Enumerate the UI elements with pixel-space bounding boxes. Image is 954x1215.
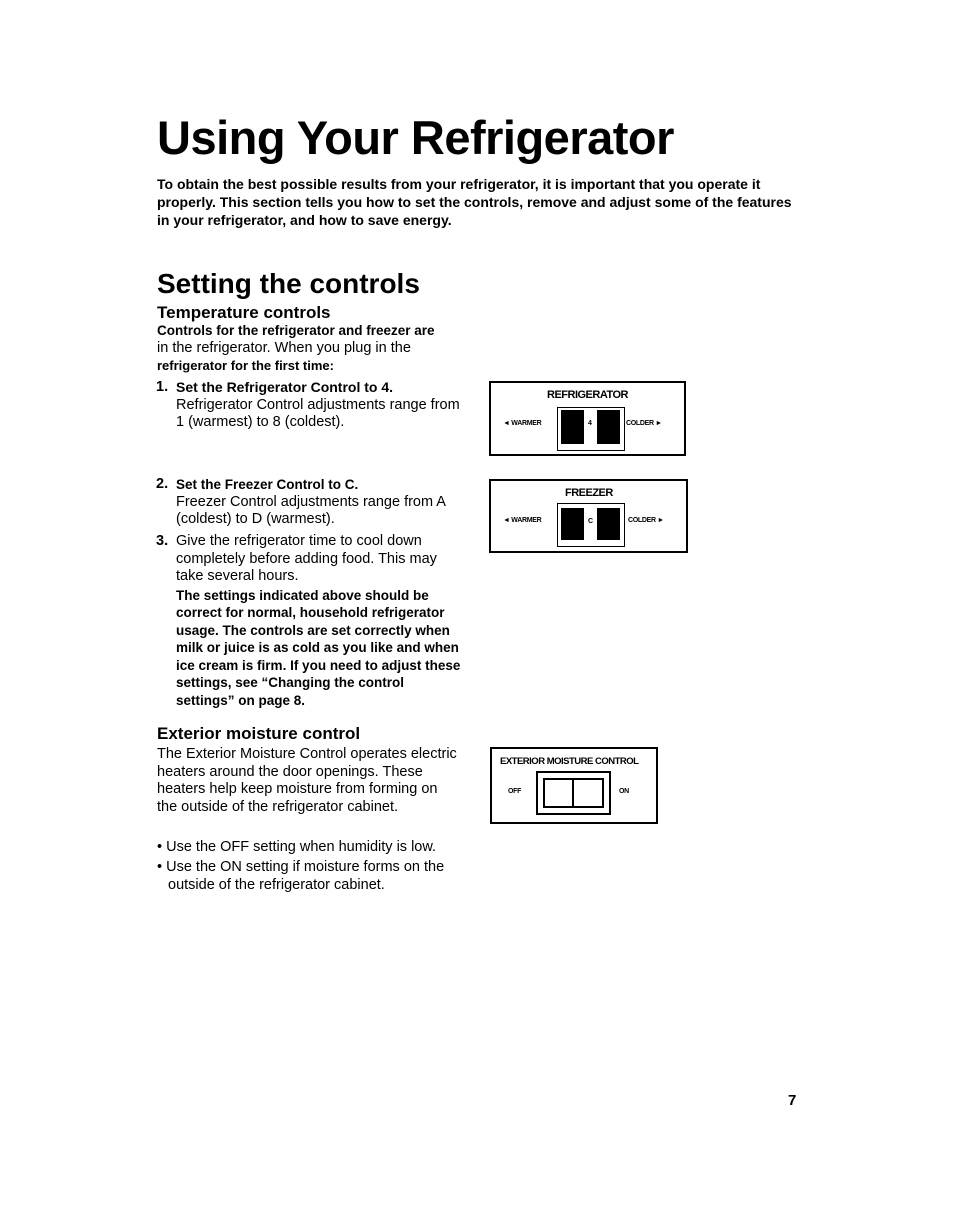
temperature-intro-line3: refrigerator for the first time: xyxy=(157,358,334,373)
freezer-dial-left xyxy=(561,508,584,540)
intro-paragraph: To obtain the best possible results from your refrigerator, it is important that you operate it properly. This section tells you how to set the controls, remove and adjust some of the features in your refrigerator, and how to save energy. xyxy=(157,176,792,228)
moisture-bullet-on: • Use the ON setting if moisture forms on the outside of the refrigerator cabinet. xyxy=(157,859,445,893)
step-3-text: Give the refrigerator time to cool down completely before adding food. This may take several hours. xyxy=(176,533,437,584)
step-2-text: Freezer Control adjustments range from A (coldest) to D (warmest). xyxy=(176,493,446,527)
step-2-title: Set the Freezer Control to C. xyxy=(176,477,359,492)
freezer-control-diagram xyxy=(489,479,688,553)
temperature-intro-line1: Controls for the refrigerator and freezer are xyxy=(157,323,435,338)
refrigerator-dial-right xyxy=(597,410,620,444)
freezer-setting: C xyxy=(588,518,593,525)
refrigerator-dial-left xyxy=(561,410,584,444)
freezer-warmer-label: ◄ WARMER xyxy=(503,517,542,524)
step-2-number: 2. xyxy=(156,476,169,492)
freezer-diagram-label: FREEZER xyxy=(565,487,613,499)
section-title: Setting the controls xyxy=(157,268,420,299)
freezer-colder-label: COLDER ► xyxy=(628,517,665,524)
step-3 xyxy=(156,533,466,709)
moisture-diagram-label: EXTERIOR MOISTURE CONTROL xyxy=(500,756,639,767)
moisture-bullet-off: • Use the OFF setting when humidity is low. xyxy=(157,839,437,855)
page-title: Using Your Refrigerator xyxy=(157,111,674,164)
moisture-switch-icon xyxy=(536,771,611,815)
step-1-title: Set the Refrigerator Control to 4. xyxy=(176,379,394,395)
moisture-control-diagram xyxy=(490,747,658,824)
moisture-on-label: ON xyxy=(619,788,629,795)
settings-note: The settings indicated above should be correct for normal, household refrigerator usage. The controls are set correctly when milk or juice is as cold as you like and when ice cream is firm. If you need to adjust these settings, see “Changing the control settings” on page 8. xyxy=(176,587,461,708)
moisture-text: The Exterior Moisture Control operates electric heaters around the door openings. These heaters help keep moisture from forming on the outside of the refrigerator cabinet. xyxy=(157,746,457,815)
refrigerator-diagram-label: REFRIGERATOR xyxy=(547,389,628,401)
page-number: 7 xyxy=(788,1092,797,1109)
temperature-controls-heading: Temperature controls xyxy=(157,303,331,322)
refrigerator-setting: 4 xyxy=(588,420,592,427)
step-1-text: Refrigerator Control adjustments range from 1 (warmest) to 8 (coldest). xyxy=(176,396,460,430)
step-3-number: 3. xyxy=(156,533,169,549)
step-1 xyxy=(156,379,466,432)
refrigerator-warmer-label: ◄ WARMER xyxy=(503,420,542,427)
moisture-off-label: OFF xyxy=(508,788,522,795)
freezer-dial-right xyxy=(597,508,620,540)
temperature-intro-line2: in the refrigerator. When you plug in the xyxy=(157,339,411,356)
refrigerator-colder-label: COLDER ► xyxy=(626,420,663,427)
temperature-intro xyxy=(157,322,467,375)
refrigerator-control-diagram xyxy=(489,381,686,456)
step-1-number: 1. xyxy=(156,379,169,395)
exterior-moisture-heading: Exterior moisture control xyxy=(157,724,361,743)
step-2 xyxy=(156,476,466,529)
